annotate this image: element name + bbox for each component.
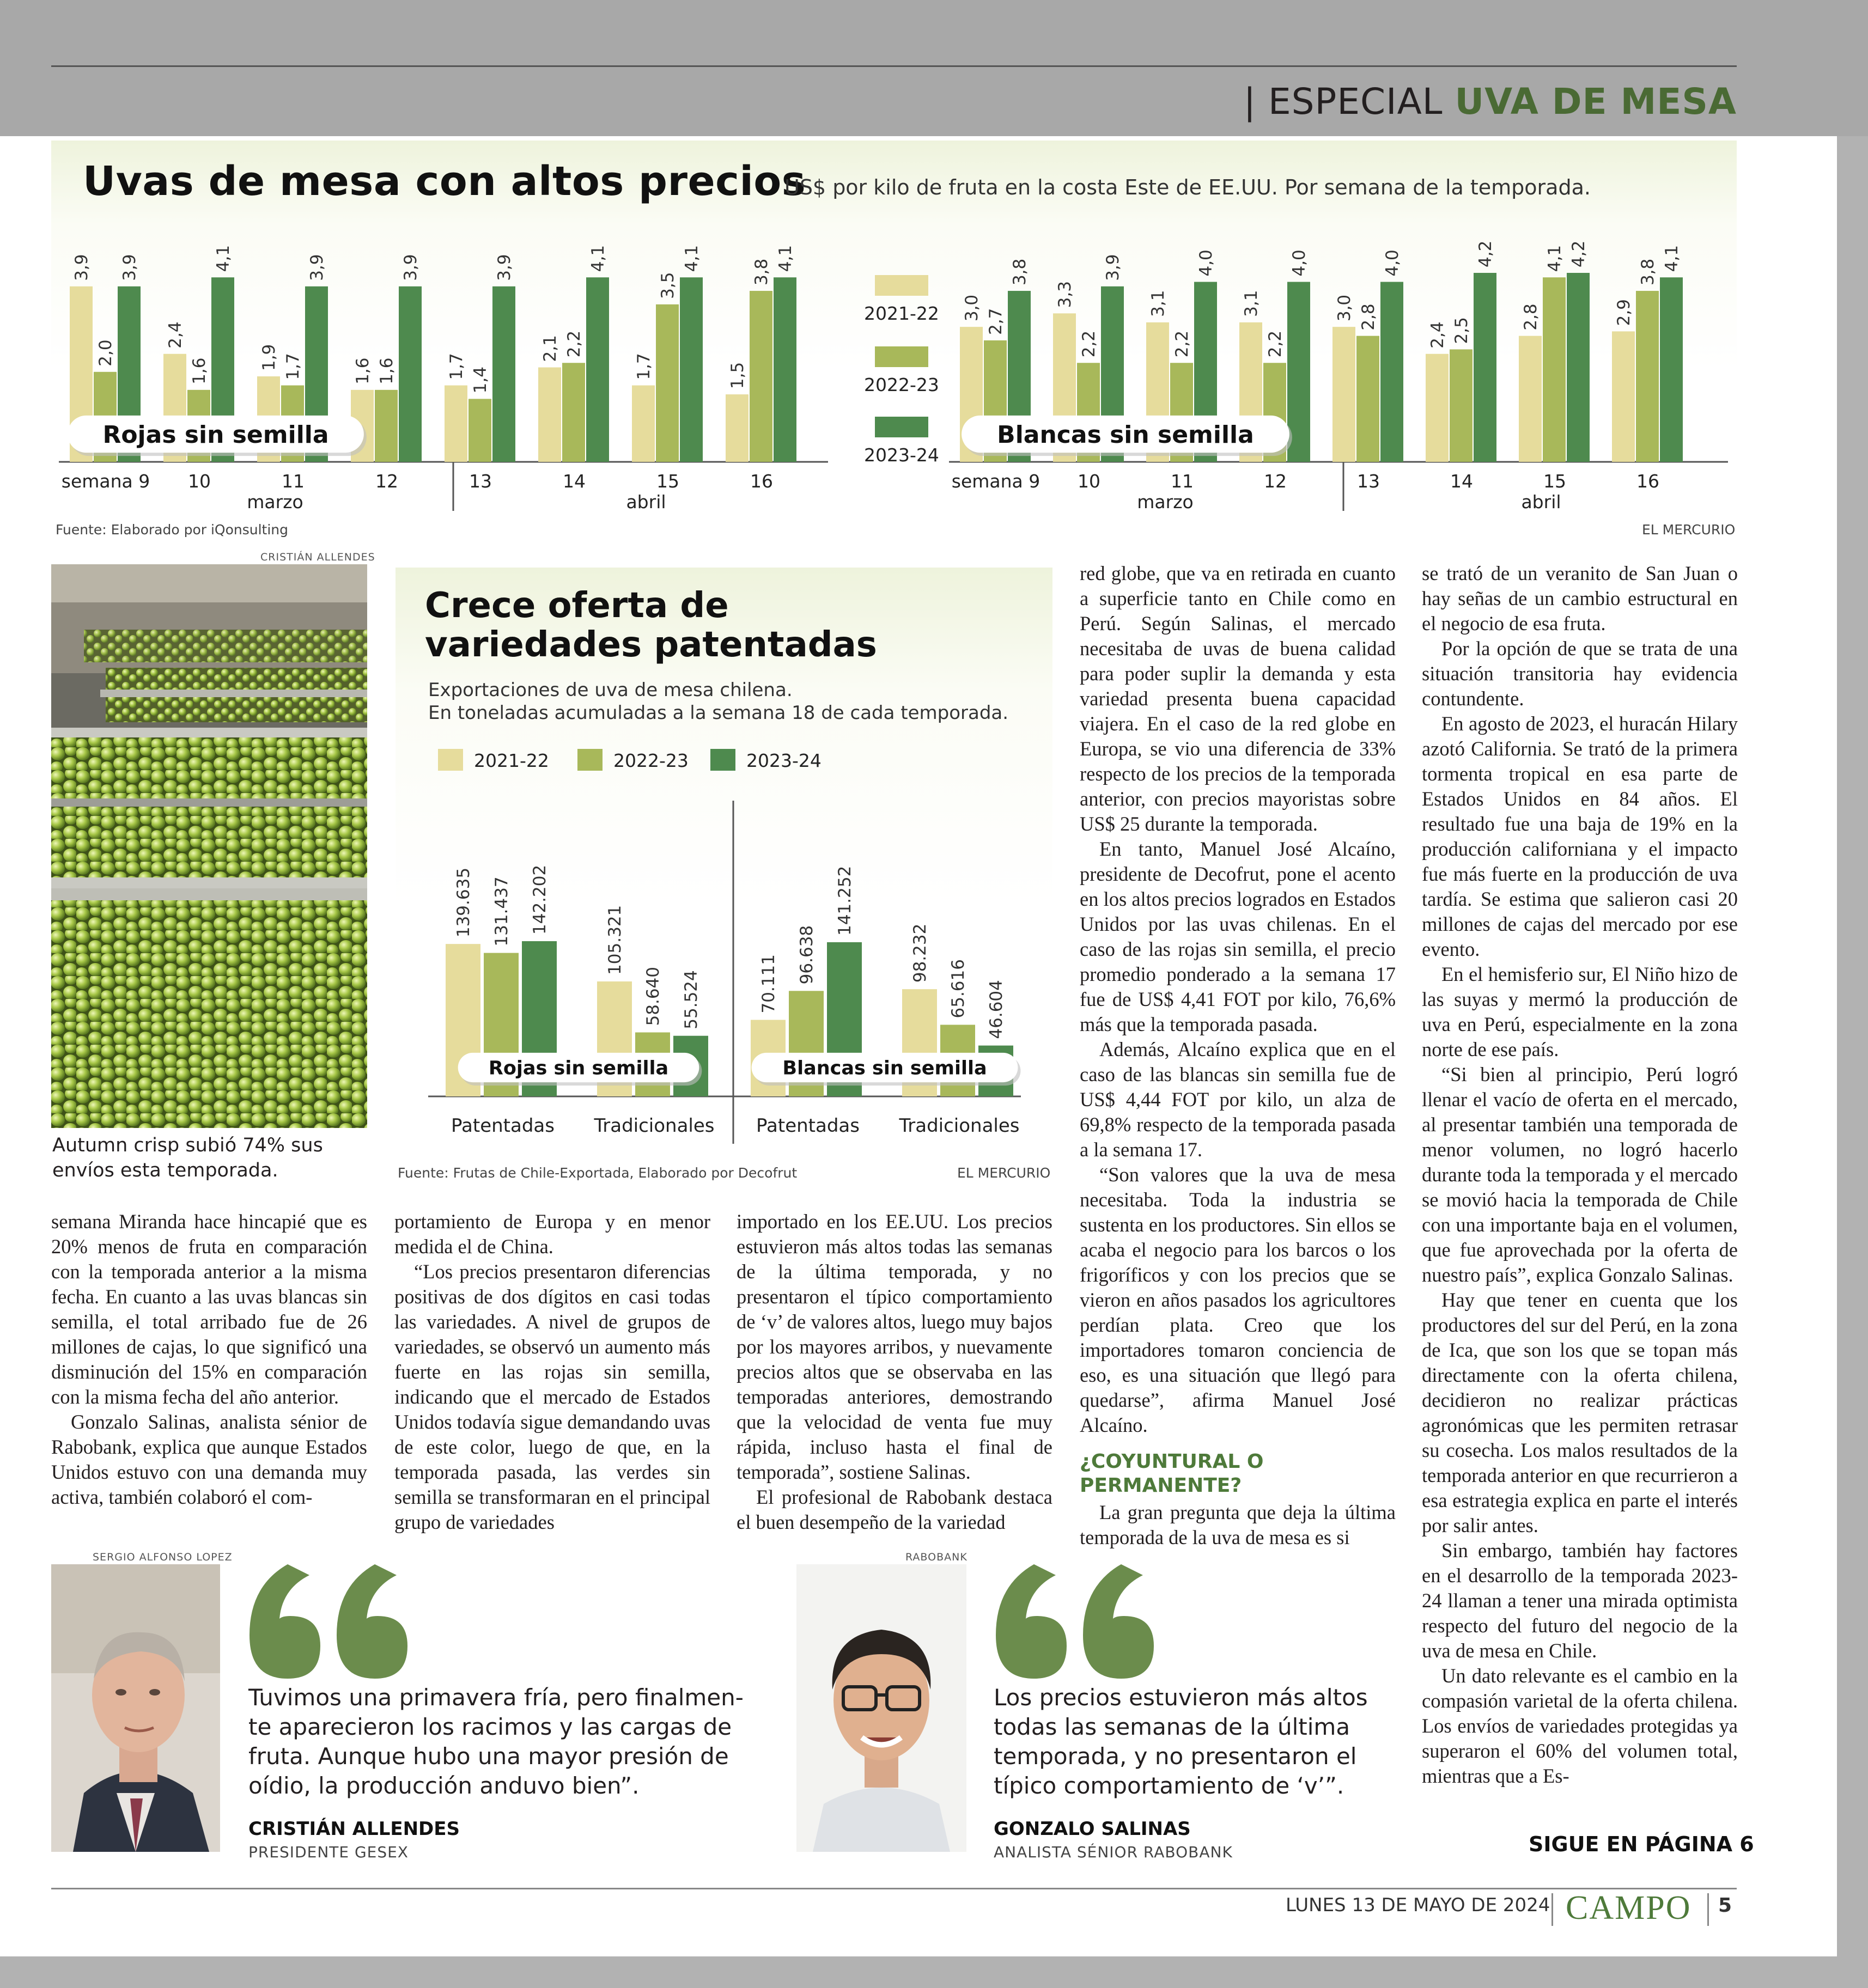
x-tick-label: semana 9 xyxy=(61,471,150,492)
bar-value-label: 4,0 xyxy=(1196,249,1216,277)
paragraph: Además, Alcaíno explica que en el caso de las blancas sin semilla fue de US$ 4,44 FOT por kilo, un alza de 69,8% respecto de la temporada pasada a la semana 17. xyxy=(1080,1038,1396,1161)
paragraph: importado en los EE.UU. Los precios estuvieron más altos todas las semanas de la última temporada, y no presentaron el típico comportamiento de ‘v’ de valores altos, luego muy bajos por los mayores arribos, y nuevamente precios altos que se observaba en las temporadas anteriores, demostrando que la velocidad de venta fue muy rápida, incluso hasta el final de temporada”, sostiene Salinas. xyxy=(737,1210,1052,1483)
bar-value-label: 3,9 xyxy=(120,254,139,281)
page-number: 5 xyxy=(1718,1894,1732,1917)
quote1-text xyxy=(248,1683,744,1801)
bar xyxy=(375,390,398,462)
bar-value-label: 105.321 xyxy=(605,905,625,975)
chart2-title-line2: variedades patentadas xyxy=(425,625,877,665)
bar-value-label: 3,9 xyxy=(307,254,327,281)
bar-value-label: 2,2 xyxy=(1079,330,1099,358)
bar xyxy=(1474,273,1496,462)
varieties-charts xyxy=(395,730,1052,1144)
x-tick-label: 10 xyxy=(188,471,211,492)
bar-value-label: 1,6 xyxy=(190,357,209,385)
bar-value-label: 2,4 xyxy=(166,321,185,349)
bar-value-label: 142.202 xyxy=(530,864,550,935)
paragraph: El profesional de Rabobank destaca el buen desempeño de la variedad xyxy=(737,1486,1052,1533)
bar xyxy=(750,291,772,462)
bar-value-label: 2,8 xyxy=(1359,303,1378,331)
x-tick-label: 12 xyxy=(1264,471,1287,492)
quote1-photo-credit: SERGIO ALFONSO LOPEZ xyxy=(93,1551,233,1563)
bar xyxy=(445,386,467,462)
chart-series-title: Blancas sin semilla xyxy=(997,420,1254,449)
bar xyxy=(1660,277,1683,462)
article-column-2 xyxy=(394,1209,710,1535)
bar-value-label: 131.437 xyxy=(492,876,512,947)
chart2-subtitle-line1: Exportaciones de uva de mesa chilena. xyxy=(428,679,793,701)
x-tick-label: Tradicionales xyxy=(899,1115,1020,1137)
legend-label: 2023-24 xyxy=(746,750,822,771)
section-title: UVA DE MESA xyxy=(1455,81,1737,123)
chart-series-title: Rojas sin semilla xyxy=(488,1057,669,1080)
bar-value-label: 2,1 xyxy=(540,335,560,362)
bar-value-label: 3,0 xyxy=(962,294,982,322)
subheading-line: ¿COYUNTURAL O xyxy=(1080,1450,1264,1473)
bar-value-label: 2,2 xyxy=(1172,330,1192,358)
bar xyxy=(1567,273,1590,462)
legend-label: 2022-23 xyxy=(864,374,939,395)
paragraph: Sin embargo, también hay factores en el desarrollo de la temporada 2023-24 llaman a tener una mirada optimista respecto del futuro del negocio de la uva de mesa en Chile. xyxy=(1422,1539,1738,1662)
x-tick-label: 13 xyxy=(1357,471,1380,492)
bar-value-label: 4,2 xyxy=(1569,240,1589,267)
bar xyxy=(562,363,585,462)
bar-value-label: 2,8 xyxy=(1521,303,1541,331)
price-charts xyxy=(0,0,1868,550)
bar-value-label: 2,7 xyxy=(986,308,1006,335)
footer-brand: CAMPO xyxy=(1566,1889,1691,1926)
bar-value-label: 4,0 xyxy=(1289,249,1309,277)
bar xyxy=(1356,336,1379,462)
bar xyxy=(680,277,703,462)
quote2-photo-credit: RABOBANK xyxy=(905,1551,968,1563)
quote1-line: Tuvimos una primavera fría, pero finalmen- xyxy=(248,1684,744,1711)
footer-rule xyxy=(51,1888,1737,1889)
bar-value-label: 2,2 xyxy=(1265,330,1285,358)
article-column-5 xyxy=(1422,561,1738,1789)
paragraph: Hay que tener en cuenta que los productores del sur del Perú, en la zona de Ica, que son los que se topan más directamente con la oferta chilena, decidieron no realizar prácticas agronómicas que les permiten retrasar su cosecha. Los malos resultados de la temporada anterior en que recurrieron a esa estrategia explica en parte el interés por salir antes. xyxy=(1422,1289,1738,1536)
footer-divider xyxy=(1551,1893,1553,1926)
bar-value-label: 2,2 xyxy=(564,330,584,358)
quote1-line: oídio, la producción anduvo bien”. xyxy=(248,1772,640,1799)
bar-value-label: 46.604 xyxy=(987,980,1006,1039)
month-label: marzo xyxy=(247,491,303,513)
bar-value-label: 4,1 xyxy=(1662,245,1682,272)
bar xyxy=(586,277,609,462)
bar-value-label: 4,1 xyxy=(588,245,608,272)
bar-value-label: 2,5 xyxy=(1452,317,1471,344)
bar-value-label: 58.640 xyxy=(643,966,663,1026)
x-tick-label: 14 xyxy=(563,471,586,492)
bar-value-label: 1,7 xyxy=(634,353,654,380)
legend-swatch xyxy=(438,749,463,771)
legend-label: 2021-22 xyxy=(474,750,549,771)
continue-label[interactable]: SIGUE EN PÁGINA 6 xyxy=(1529,1832,1754,1856)
article-column-3 xyxy=(737,1209,1052,1535)
quote1-mark-icon xyxy=(250,1564,407,1684)
quote2-mark-icon xyxy=(996,1564,1154,1684)
quote1-role: PRESIDENTE GESEX xyxy=(248,1843,409,1861)
chart-series-title: Rojas sin semilla xyxy=(102,420,329,449)
quote1-line: te aparecieron los racimos y las cargas de xyxy=(248,1713,732,1740)
paragraph: En agosto de 2023, el huracán Hilary azotó California. Se trató de la primera tormenta tropical en esa parte de Estados Unidos en 84 años. El resultado fue una baja de 19% en la producción californiana y el impacto fue más fuerte en la producción de uva tardía. Se estima que salieron casi 20 millones de cajas del mercado por ese evento. xyxy=(1422,712,1738,960)
bar-value-label: 4,2 xyxy=(1476,240,1495,267)
bar xyxy=(1543,277,1566,462)
bar-value-label: 96.638 xyxy=(797,925,817,985)
x-tick-label: 16 xyxy=(750,471,773,492)
bar xyxy=(538,368,561,462)
bar xyxy=(1426,354,1449,462)
bar xyxy=(1519,336,1542,462)
bar xyxy=(656,304,679,462)
bar-value-label: 1,4 xyxy=(471,367,490,394)
bar xyxy=(774,277,796,462)
quote2-line: temporada, y no presentaron el xyxy=(994,1743,1357,1770)
bar-value-label: 3,3 xyxy=(1055,281,1075,308)
bar xyxy=(632,386,655,462)
bar-value-label: 3,1 xyxy=(1148,290,1168,317)
paragraph: “Los precios presentaron diferencias positivas de dos dígitos en casi todas las variedades. A nivel de grupos de variedades, se observó un aumento más fuerte en las rojas sin semilla, indicando que el mercado de Estados Unidos todavía sigue demandando uvas de este color, luego de que, en la temporada pasada, las verdes sin semilla se transformaran en el principal grupo de variedades xyxy=(394,1260,710,1533)
bar-value-label: 3,8 xyxy=(1010,258,1030,286)
bar-value-label: 2,0 xyxy=(96,339,115,367)
quote2-line: todas las semanas de la última xyxy=(994,1713,1350,1740)
paragraph: Gonzalo Salinas, analista sénior de Rabobank, explica que aunque Estados Unidos estuvo con una demanda muy activa, también colaboró el com- xyxy=(51,1411,367,1508)
quote2-line: típico comportamiento de ‘v’”. xyxy=(994,1772,1344,1799)
bar-value-label: 3,9 xyxy=(72,254,92,281)
x-tick-label: semana 9 xyxy=(951,471,1041,492)
photo-caption xyxy=(52,1133,323,1183)
bar-value-label: 1,7 xyxy=(447,353,466,380)
bar-value-label: 3,8 xyxy=(1638,258,1658,286)
quote1-line: fruta. Aunque hubo una mayor presión de xyxy=(248,1743,729,1770)
article-column-4 xyxy=(1080,561,1396,1550)
salinas-portrait xyxy=(796,1564,966,1852)
paragraph: portamiento de Europa y en menor medida el de China. xyxy=(394,1210,710,1258)
bar-value-label: 3,0 xyxy=(1335,294,1354,322)
x-tick-label: 14 xyxy=(1450,471,1473,492)
quote2-text xyxy=(994,1683,1368,1801)
legend-label: 2023-24 xyxy=(864,444,939,466)
paragraph: red globe, que va en retirada en cuanto a superficie tanto en Chile como en Perú. Según Salinas, el mercado necesitaba de uvas de buena calidad para poder suplir la demanda y esta variedad presenta buena capacidad viajera. En el caso de la red globe en Europa, se vio una diferencia de 33% respecto de los precios de la temporada anterior, con precios mayoristas sobre US$ 25 durante la temporada. xyxy=(1080,562,1396,835)
paragraph: “Son valores que la uva de mesa necesitaba. Toda la industria se sustenta en los productores. Sin ellos se acaba el negocio para los barcos o los frigoríficos y con los precios que se vieron en años pasados los agricultores perdían plata. Creo que los importadores tomaron conciencia de eso, es una situación que llegó para quedarse”, afirma Manuel José Alcaíno. xyxy=(1080,1163,1396,1436)
section-header: | ESPECIAL UVA DE MESA xyxy=(1243,81,1737,123)
bar-value-label: 3,5 xyxy=(658,272,678,299)
bar-value-label: 55.524 xyxy=(682,970,701,1029)
bar-value-label: 4,0 xyxy=(1383,249,1402,277)
chart1-credit: EL MERCURIO xyxy=(1642,522,1736,538)
photo-caption-line1: Autumn crisp subió 74% sus xyxy=(52,1135,323,1156)
x-tick-label: Patentadas xyxy=(756,1115,860,1137)
bar-value-label: 1,6 xyxy=(377,357,397,385)
quote2-role: ANALISTA SÉNIOR RABOBANK xyxy=(994,1843,1233,1861)
footer-date: LUNES 13 DE MAYO DE 2024 xyxy=(1286,1894,1550,1916)
chart2-credit: EL MERCURIO xyxy=(957,1165,1051,1181)
legend-swatch xyxy=(577,749,603,771)
photo-caption-line2: envíos esta temporada. xyxy=(52,1160,278,1181)
grapes-photo xyxy=(51,564,367,1128)
paragraph: Por la opción de que se trata de una situación transitoria hay evidencia contundente. xyxy=(1422,637,1738,710)
chart1-source: Fuente: Elaborado por iQonsulting xyxy=(56,522,289,538)
paragraph: En tanto, Manuel José Alcaíno, presidente de Decofrut, pone el acento en los altos precios logrados en Estados Unidos por las uvas chilenas. En el caso de las rojas sin semilla, el precio promedio ponderado a la semana 17 fue de US$ 4,41 FOT por kilo, 76,6% más que la temporada pasada. xyxy=(1080,838,1396,1035)
bar-value-label: 4,1 xyxy=(1545,245,1565,272)
quote2-line: Los precios estuvieron más altos xyxy=(994,1684,1368,1711)
subheading-line: PERMANENTE? xyxy=(1080,1474,1242,1497)
bar-value-label: 141.252 xyxy=(835,865,855,936)
x-tick-label: Tradicionales xyxy=(594,1115,715,1137)
chart2-title xyxy=(425,586,877,664)
chart-series-title: Blancas sin semilla xyxy=(782,1057,987,1080)
bar xyxy=(1380,282,1403,462)
bar-value-label: 1,6 xyxy=(353,357,373,385)
bar-value-label: 3,9 xyxy=(1103,254,1123,281)
x-tick-label: 13 xyxy=(469,471,492,492)
x-tick-label: 10 xyxy=(1078,471,1100,492)
bar xyxy=(399,286,422,462)
bar xyxy=(492,286,515,462)
legend-label: 2022-23 xyxy=(613,750,689,771)
x-tick-label: 12 xyxy=(375,471,398,492)
month-label: marzo xyxy=(1137,491,1194,513)
bar-value-label: 4,1 xyxy=(776,245,795,272)
x-tick-label: 11 xyxy=(282,471,305,492)
month-label: abril xyxy=(626,491,666,513)
bar xyxy=(1612,331,1635,462)
photo-credit: CRISTIÁN ALLENDES xyxy=(260,551,375,563)
paragraph: semana Miranda hace hincapié que es 20% menos de fruta en comparación con la temporada anterior a la misma fecha. En cuanto a las uvas blancas sin semilla, el total arribado fue de 26 millones de cajas, lo que significó una disminución del 15% en comparación con la misma fecha del año anterior. xyxy=(51,1210,367,1408)
chart1-title: Uvas de mesa con altos precios xyxy=(83,158,806,205)
bar xyxy=(1450,349,1473,462)
legend-swatch xyxy=(875,275,928,296)
section-prefix: ESPECIAL xyxy=(1268,81,1443,123)
paragraph: “Si bien al principio, Perú logró llenar el vacío de oferta en el mercado, al presentar también una temporada de menor volumen, no logró hacerlo durante toda la temporada y el mercado se movió hacia la temporada de Chile con una importante baja en el volumen, que fue aprovechada por la oferta de nuestro país”, explica Gonzalo Salinas. xyxy=(1422,1063,1738,1286)
bar-value-label: 3,8 xyxy=(752,258,771,286)
bar-value-label: 1,5 xyxy=(728,362,747,389)
bar-value-label: 2,4 xyxy=(1428,321,1447,349)
bar xyxy=(468,399,491,462)
bar xyxy=(726,394,749,462)
bar-value-label: 4,1 xyxy=(682,245,702,272)
x-tick-label: Patentadas xyxy=(451,1115,555,1137)
legend-swatch xyxy=(875,417,928,437)
legend-label: 2021-22 xyxy=(864,303,939,324)
chart2-subtitle xyxy=(428,679,1008,724)
bar-value-label: 70.111 xyxy=(759,954,778,1014)
bar-value-label: 1,7 xyxy=(283,353,303,380)
bar-value-label: 3,1 xyxy=(1242,290,1261,317)
month-label: abril xyxy=(1521,491,1561,513)
bar-value-label: 139.635 xyxy=(454,867,473,938)
chart2-subtitle-line2: En toneladas acumuladas a la semana 18 de cada temporada. xyxy=(428,702,1009,724)
paragraph: La gran pregunta que deja la última temporada de la uva de mesa es si xyxy=(1080,1501,1396,1548)
x-tick-label: 11 xyxy=(1171,471,1194,492)
chart2-title-line1: Crece oferta de xyxy=(425,586,729,626)
article-column-1 xyxy=(51,1209,367,1510)
quote2-name: GONZALO SALINAS xyxy=(994,1818,1191,1840)
bar-value-label: 65.616 xyxy=(948,959,968,1019)
quote1-name: CRISTIÁN ALLENDES xyxy=(248,1818,460,1840)
allendes-portrait xyxy=(51,1564,220,1852)
legend-swatch xyxy=(710,749,735,771)
bar-value-label: 2,9 xyxy=(1614,299,1634,326)
bar xyxy=(1636,291,1659,462)
bar-value-label: 3,9 xyxy=(401,254,421,281)
footer-divider xyxy=(1707,1893,1709,1926)
x-tick-label: 15 xyxy=(656,471,679,492)
x-tick-label: 15 xyxy=(1543,471,1566,492)
section-subheading xyxy=(1080,1450,1396,1498)
bar xyxy=(1332,327,1355,462)
paragraph: Un dato relevante es el cambio en la compasión varietal de la oferta chilena. Los envíos de variedades protegidas ya superaron el 60% del volumen total, mientras que a Es- xyxy=(1422,1664,1738,1787)
bar-value-label: 98.232 xyxy=(910,923,930,983)
chart2-source: Fuente: Frutas de Chile-Exportada, Elaborado por Decofrut xyxy=(398,1165,798,1181)
chart1-subtitle: US$ por kilo de fruta en la costa Este de EE.UU. Por semana de la temporada. xyxy=(784,175,1591,199)
paragraph: se trató de un veranito de San Juan o hay señas de un cambio estructural en el negocio de esa fruta. xyxy=(1422,562,1738,635)
bar-value-label: 3,9 xyxy=(495,254,514,281)
bar-value-label: 4,1 xyxy=(214,245,233,272)
paragraph: En el hemisferio sur, El Niño hizo de las suyas y mermó la producción de uva en Perú, especialmente en la zona norte de ese país. xyxy=(1422,963,1738,1060)
x-tick-label: 16 xyxy=(1636,471,1659,492)
bar-value-label: 1,9 xyxy=(259,344,279,371)
legend-swatch xyxy=(875,346,928,367)
